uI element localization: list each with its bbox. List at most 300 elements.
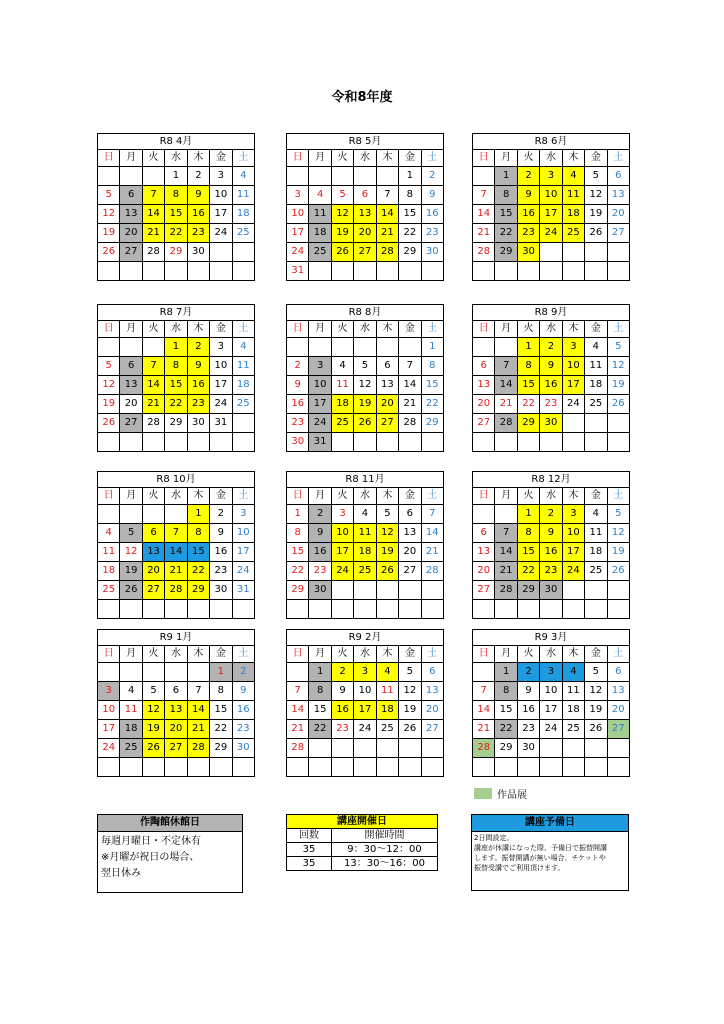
day-cell: 16 [187, 205, 209, 224]
weekday-header: 金 [585, 321, 607, 338]
empty-cell [473, 758, 495, 777]
day-cell: 26 [585, 224, 607, 243]
empty-cell [120, 433, 142, 452]
empty-cell [287, 758, 309, 777]
day-cell: 6 [399, 505, 421, 524]
weekday-header: 金 [399, 646, 421, 663]
day-cell: 9 [287, 376, 309, 395]
month-title: R9 1月 [98, 630, 255, 646]
weekday-header: 日 [287, 321, 309, 338]
day-cell: 25 [585, 395, 607, 414]
day-cell: 24 [540, 720, 562, 739]
day-cell: 24 [232, 562, 254, 581]
reserve-legend-line: 振替受講でご利用頂けます。 [474, 864, 565, 872]
day-cell: 30 [517, 243, 539, 262]
empty-cell [120, 505, 142, 524]
reserve-legend-line: します。振替開講が無い場合、チケットや [474, 854, 606, 862]
day-cell: 23 [517, 224, 539, 243]
day-cell: 19 [399, 701, 421, 720]
day-cell: 25 [562, 224, 584, 243]
day-cell: 26 [607, 395, 629, 414]
empty-cell [309, 262, 331, 281]
weekday-header: 土 [607, 488, 629, 505]
day-cell: 26 [98, 243, 120, 262]
day-cell: 6 [120, 357, 142, 376]
empty-cell [331, 600, 353, 619]
day-cell: 3 [210, 338, 232, 357]
day-cell: 22 [187, 562, 209, 581]
day-cell: 10 [309, 376, 331, 395]
weekday-header: 月 [120, 321, 142, 338]
day-cell: 14 [142, 376, 164, 395]
day-cell: 11 [232, 186, 254, 205]
day-cell: 12 [98, 205, 120, 224]
day-cell: 14 [495, 376, 517, 395]
empty-cell [309, 338, 331, 357]
day-cell: 13 [120, 376, 142, 395]
day-cell: 10 [287, 205, 309, 224]
empty-cell [517, 600, 539, 619]
day-cell: 29 [187, 581, 209, 600]
day-cell: 15 [165, 205, 187, 224]
day-cell: 6 [142, 524, 164, 543]
day-cell: 2 [309, 505, 331, 524]
empty-cell [495, 505, 517, 524]
weekday-header: 土 [421, 321, 443, 338]
empty-cell [421, 433, 443, 452]
month-calendar [97, 471, 255, 619]
day-cell: 6 [165, 682, 187, 701]
day-cell: 13 [473, 543, 495, 562]
month-calendar [286, 133, 444, 281]
day-cell: 13 [421, 682, 443, 701]
month-calendar [97, 304, 255, 452]
day-cell: 8 [495, 186, 517, 205]
day-cell: 20 [473, 395, 495, 414]
day-cell: 31 [309, 433, 331, 452]
empty-cell [495, 758, 517, 777]
day-cell: 17 [309, 395, 331, 414]
day-cell: 21 [165, 562, 187, 581]
empty-cell [120, 338, 142, 357]
day-cell: 2 [517, 167, 539, 186]
weekday-header: 木 [376, 488, 398, 505]
day-cell: 1 [399, 167, 421, 186]
closed-legend-title: 作陶館休館日 [98, 815, 243, 832]
day-cell: 3 [540, 167, 562, 186]
day-cell: 15 [187, 543, 209, 562]
day-cell: 26 [585, 720, 607, 739]
day-cell: 13 [142, 543, 164, 562]
empty-cell [309, 758, 331, 777]
exhibition-label: 作品展 [497, 790, 527, 801]
empty-cell [399, 433, 421, 452]
day-cell: 29 [210, 739, 232, 758]
day-cell: 22 [399, 224, 421, 243]
day-cell: 9 [517, 682, 539, 701]
weekday-header: 火 [331, 321, 353, 338]
weekday-header: 月 [309, 321, 331, 338]
empty-cell [562, 581, 584, 600]
day-cell: 19 [331, 224, 353, 243]
empty-cell [585, 414, 607, 433]
day-cell: 14 [376, 205, 398, 224]
empty-cell [210, 758, 232, 777]
day-cell: 13 [376, 376, 398, 395]
empty-cell [585, 581, 607, 600]
empty-cell [210, 433, 232, 452]
weekday-header: 木 [376, 646, 398, 663]
empty-cell [142, 262, 164, 281]
weekday-header: 水 [540, 150, 562, 167]
day-cell: 9 [517, 186, 539, 205]
day-cell: 5 [607, 505, 629, 524]
day-cell: 4 [376, 663, 398, 682]
day-cell: 26 [331, 243, 353, 262]
day-cell: 10 [354, 682, 376, 701]
day-cell: 19 [98, 224, 120, 243]
day-cell: 1 [165, 338, 187, 357]
empty-cell [376, 167, 398, 186]
day-cell: 11 [331, 376, 353, 395]
day-cell: 3 [540, 663, 562, 682]
month-calendar [97, 629, 255, 777]
weekday-header: 土 [232, 488, 254, 505]
month-title: R8 10月 [98, 472, 255, 488]
day-cell: 15 [399, 205, 421, 224]
day-cell: 9 [421, 186, 443, 205]
day-cell: 21 [421, 543, 443, 562]
day-cell: 17 [331, 543, 353, 562]
day-cell: 5 [142, 682, 164, 701]
empty-cell [287, 338, 309, 357]
weekday-header: 木 [187, 488, 209, 505]
day-cell: 19 [354, 395, 376, 414]
day-cell: 7 [495, 357, 517, 376]
day-cell: 15 [517, 376, 539, 395]
weekday-header: 木 [376, 150, 398, 167]
weekday-header: 火 [517, 150, 539, 167]
day-cell: 19 [120, 562, 142, 581]
weekday-header: 土 [232, 150, 254, 167]
weekday-header: 日 [287, 646, 309, 663]
empty-cell [421, 600, 443, 619]
empty-cell [585, 739, 607, 758]
day-cell: 22 [287, 562, 309, 581]
day-cell: 5 [399, 663, 421, 682]
empty-cell [187, 758, 209, 777]
day-cell: 23 [232, 720, 254, 739]
weekday-header: 水 [165, 321, 187, 338]
day-cell: 11 [376, 682, 398, 701]
empty-cell [399, 739, 421, 758]
weekday-header: 金 [585, 488, 607, 505]
day-cell: 20 [473, 562, 495, 581]
day-cell: 21 [142, 395, 164, 414]
day-cell: 27 [607, 720, 629, 739]
day-cell: 17 [232, 543, 254, 562]
empty-cell [473, 433, 495, 452]
day-cell: 5 [98, 186, 120, 205]
day-cell: 2 [210, 505, 232, 524]
day-cell: 29 [399, 243, 421, 262]
day-cell: 18 [354, 543, 376, 562]
day-cell: 2 [517, 663, 539, 682]
empty-cell [142, 600, 164, 619]
day-cell: 27 [120, 414, 142, 433]
weekday-header: 土 [607, 646, 629, 663]
day-cell: 22 [495, 224, 517, 243]
day-cell: 9 [540, 524, 562, 543]
day-cell: 3 [562, 338, 584, 357]
day-cell: 8 [165, 186, 187, 205]
day-cell: 17 [210, 205, 232, 224]
weekday-header: 水 [540, 488, 562, 505]
month-title: R9 3月 [473, 630, 630, 646]
day-cell: 10 [98, 701, 120, 720]
day-cell: 8 [210, 682, 232, 701]
day-cell: 12 [142, 701, 164, 720]
empty-cell [120, 262, 142, 281]
day-cell: 13 [120, 205, 142, 224]
day-cell: 20 [142, 562, 164, 581]
weekday-header: 金 [585, 150, 607, 167]
course-count: 35 [287, 857, 332, 871]
day-cell: 14 [142, 205, 164, 224]
day-cell: 4 [562, 663, 584, 682]
day-cell: 4 [562, 167, 584, 186]
weekday-header: 日 [287, 488, 309, 505]
day-cell: 12 [585, 186, 607, 205]
day-cell: 16 [421, 205, 443, 224]
day-cell: 15 [421, 376, 443, 395]
day-cell: 31 [210, 414, 232, 433]
day-cell: 22 [517, 395, 539, 414]
empty-cell [210, 243, 232, 262]
day-cell: 19 [142, 720, 164, 739]
month-calendar [286, 629, 444, 777]
day-cell: 4 [309, 186, 331, 205]
day-cell: 2 [232, 663, 254, 682]
day-cell: 26 [120, 581, 142, 600]
empty-cell [517, 433, 539, 452]
empty-cell [540, 758, 562, 777]
month-calendar [97, 133, 255, 281]
day-cell: 5 [120, 524, 142, 543]
day-cell: 30 [187, 243, 209, 262]
day-cell: 19 [585, 205, 607, 224]
weekday-header: 土 [421, 150, 443, 167]
empty-cell [607, 414, 629, 433]
day-cell: 25 [120, 739, 142, 758]
empty-cell [607, 758, 629, 777]
empty-cell [210, 262, 232, 281]
day-cell: 16 [540, 376, 562, 395]
day-cell: 17 [354, 701, 376, 720]
day-cell: 27 [473, 581, 495, 600]
empty-cell [98, 338, 120, 357]
weekday-header: 土 [607, 150, 629, 167]
weekday-header: 金 [399, 150, 421, 167]
day-cell: 28 [165, 581, 187, 600]
day-cell: 25 [585, 562, 607, 581]
empty-cell [120, 167, 142, 186]
empty-cell [540, 262, 562, 281]
day-cell: 23 [421, 224, 443, 243]
empty-cell [421, 758, 443, 777]
weekday-header: 土 [232, 321, 254, 338]
day-cell: 23 [540, 395, 562, 414]
day-cell: 5 [331, 186, 353, 205]
day-cell: 7 [376, 186, 398, 205]
day-cell: 8 [495, 682, 517, 701]
weekday-header: 日 [98, 150, 120, 167]
day-cell: 10 [331, 524, 353, 543]
day-cell: 27 [399, 562, 421, 581]
empty-cell [98, 663, 120, 682]
empty-cell [562, 600, 584, 619]
day-cell: 27 [376, 414, 398, 433]
empty-cell [232, 433, 254, 452]
weekday-header: 水 [354, 488, 376, 505]
empty-cell [331, 739, 353, 758]
day-cell: 2 [287, 357, 309, 376]
empty-cell [142, 505, 164, 524]
empty-cell [331, 433, 353, 452]
empty-cell [98, 433, 120, 452]
day-cell: 20 [376, 395, 398, 414]
day-cell: 14 [165, 543, 187, 562]
day-cell: 9 [187, 357, 209, 376]
day-cell: 30 [517, 739, 539, 758]
day-cell: 1 [495, 663, 517, 682]
day-cell: 6 [607, 663, 629, 682]
day-cell: 20 [120, 395, 142, 414]
weekday-header: 水 [354, 646, 376, 663]
day-cell: 12 [376, 524, 398, 543]
day-cell: 2 [187, 338, 209, 357]
empty-cell [331, 338, 353, 357]
weekday-header: 月 [495, 321, 517, 338]
day-cell: 26 [607, 562, 629, 581]
empty-cell [607, 600, 629, 619]
day-cell: 27 [421, 720, 443, 739]
weekday-header: 火 [142, 646, 164, 663]
day-cell: 10 [232, 524, 254, 543]
day-cell: 11 [309, 205, 331, 224]
empty-cell [187, 600, 209, 619]
day-cell: 8 [309, 682, 331, 701]
day-cell: 24 [562, 562, 584, 581]
day-cell: 9 [331, 682, 353, 701]
empty-cell [331, 581, 353, 600]
day-cell: 27 [473, 414, 495, 433]
day-cell: 23 [331, 720, 353, 739]
day-cell: 16 [210, 543, 232, 562]
course-count: 35 [287, 843, 332, 857]
empty-cell [232, 758, 254, 777]
empty-cell [376, 433, 398, 452]
day-cell: 8 [287, 524, 309, 543]
weekday-header: 火 [517, 646, 539, 663]
weekday-header: 水 [165, 488, 187, 505]
day-cell: 21 [473, 224, 495, 243]
day-cell: 26 [142, 739, 164, 758]
empty-cell [473, 338, 495, 357]
day-cell: 17 [210, 376, 232, 395]
empty-cell [98, 262, 120, 281]
course-time: 13：30〜16：00 [332, 857, 438, 871]
day-cell: 5 [354, 357, 376, 376]
day-cell: 8 [187, 524, 209, 543]
empty-cell [376, 338, 398, 357]
course-count-header: 回数 [287, 829, 332, 843]
day-cell: 26 [376, 562, 398, 581]
empty-cell [187, 262, 209, 281]
day-cell: 22 [495, 720, 517, 739]
day-cell: 29 [495, 243, 517, 262]
weekday-header: 土 [607, 321, 629, 338]
empty-cell [399, 338, 421, 357]
day-cell: 24 [210, 224, 232, 243]
day-cell: 28 [495, 414, 517, 433]
day-cell: 9 [540, 357, 562, 376]
day-cell: 12 [331, 205, 353, 224]
day-cell: 16 [187, 376, 209, 395]
day-cell: 16 [331, 701, 353, 720]
day-cell: 13 [399, 524, 421, 543]
empty-cell [165, 600, 187, 619]
day-cell: 7 [165, 524, 187, 543]
empty-cell [287, 167, 309, 186]
empty-cell [309, 739, 331, 758]
day-cell: 24 [354, 720, 376, 739]
weekday-header: 水 [165, 150, 187, 167]
day-cell: 29 [165, 243, 187, 262]
day-cell: 29 [165, 414, 187, 433]
day-cell: 3 [287, 186, 309, 205]
empty-cell [309, 167, 331, 186]
day-cell: 18 [98, 562, 120, 581]
weekday-header: 日 [98, 321, 120, 338]
empty-cell [562, 243, 584, 262]
empty-cell [232, 600, 254, 619]
day-cell: 28 [421, 562, 443, 581]
empty-cell [495, 600, 517, 619]
day-cell: 29 [517, 414, 539, 433]
weekday-header: 金 [399, 321, 421, 338]
day-cell: 10 [540, 186, 562, 205]
day-cell: 4 [232, 338, 254, 357]
day-cell: 15 [309, 701, 331, 720]
weekday-header: 水 [354, 321, 376, 338]
empty-cell [354, 600, 376, 619]
day-cell: 6 [376, 357, 398, 376]
day-cell: 22 [421, 395, 443, 414]
day-cell: 9 [309, 524, 331, 543]
empty-cell [562, 758, 584, 777]
day-cell: 3 [354, 663, 376, 682]
empty-cell [354, 433, 376, 452]
day-cell: 22 [210, 720, 232, 739]
day-cell: 5 [376, 505, 398, 524]
weekday-header: 月 [120, 488, 142, 505]
day-cell: 11 [98, 543, 120, 562]
course-legend-title: 講座開催日 [287, 815, 438, 829]
empty-cell [376, 581, 398, 600]
day-cell: 12 [399, 682, 421, 701]
day-cell: 24 [309, 414, 331, 433]
